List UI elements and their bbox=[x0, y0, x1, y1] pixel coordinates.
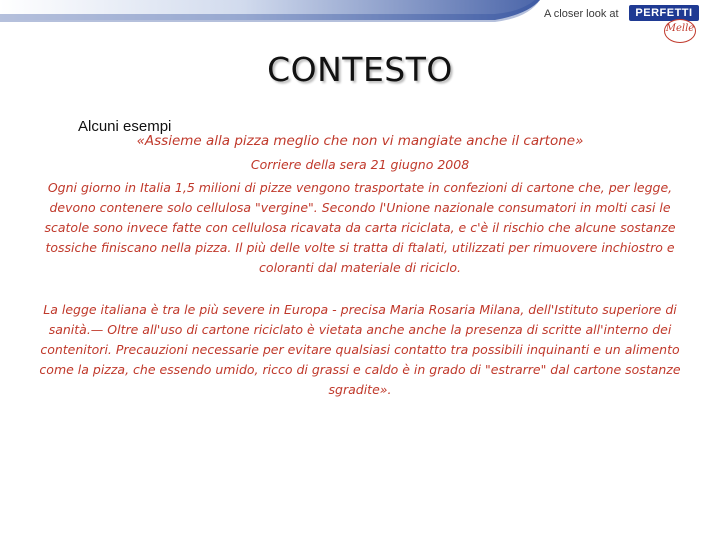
slide-subtitle: Alcuni esempi bbox=[78, 118, 172, 135]
body-paragraph-2: La legge italiana è tra le più severe in Europa - precisa Maria Rosaria Milana, dell'Istituto superiore di sanità.— Oltre all'uso di cartone riciclato è vietata anche anche la presenza di scritte all'interno dei contenitori. Precauzioni necessarie per evitare qualsiasi contatto tra possibili inquinanti e un alimento come la pizza, che essendo umido, ricco di grassi e caldo è in grado di "estrarre" dal cartone sostanze sgradite». bbox=[39, 302, 681, 397]
slide-title: CONTESTO bbox=[267, 50, 453, 89]
header-bar bbox=[0, 0, 720, 34]
logo-wordmark: PERFETTI bbox=[629, 5, 699, 21]
source-citation: Corriere della sera 21 giugno 2008 bbox=[250, 157, 470, 172]
header-tagline: A closer look at bbox=[544, 8, 619, 20]
logo-seal-text: Melle bbox=[665, 23, 695, 34]
perfetti-logo bbox=[629, 5, 699, 43]
body-paragraph-1: Ogni giorno in Italia 1,5 milioni di pizze vengono trasportate in confezioni di cartone che, per legge, devono contenere solo cellulosa "vergine". Secondo l'Unione nazionale consumatori in molti casi le scatole sono invece fatte con cellulosa ricavata da carta riciclata, e c'è il rischio che alcune sostanze tossiche finiscano nella pizza. Il più delle volte si tratta di ftalati, utilizzati per rimuovere inchiostro e coloranti dal materiale di riciclo. bbox=[44, 180, 676, 275]
logo-seal bbox=[664, 19, 696, 43]
headline-quote: «Assieme alla pizza meglio che non vi mangiate anche il cartone» bbox=[136, 133, 584, 149]
